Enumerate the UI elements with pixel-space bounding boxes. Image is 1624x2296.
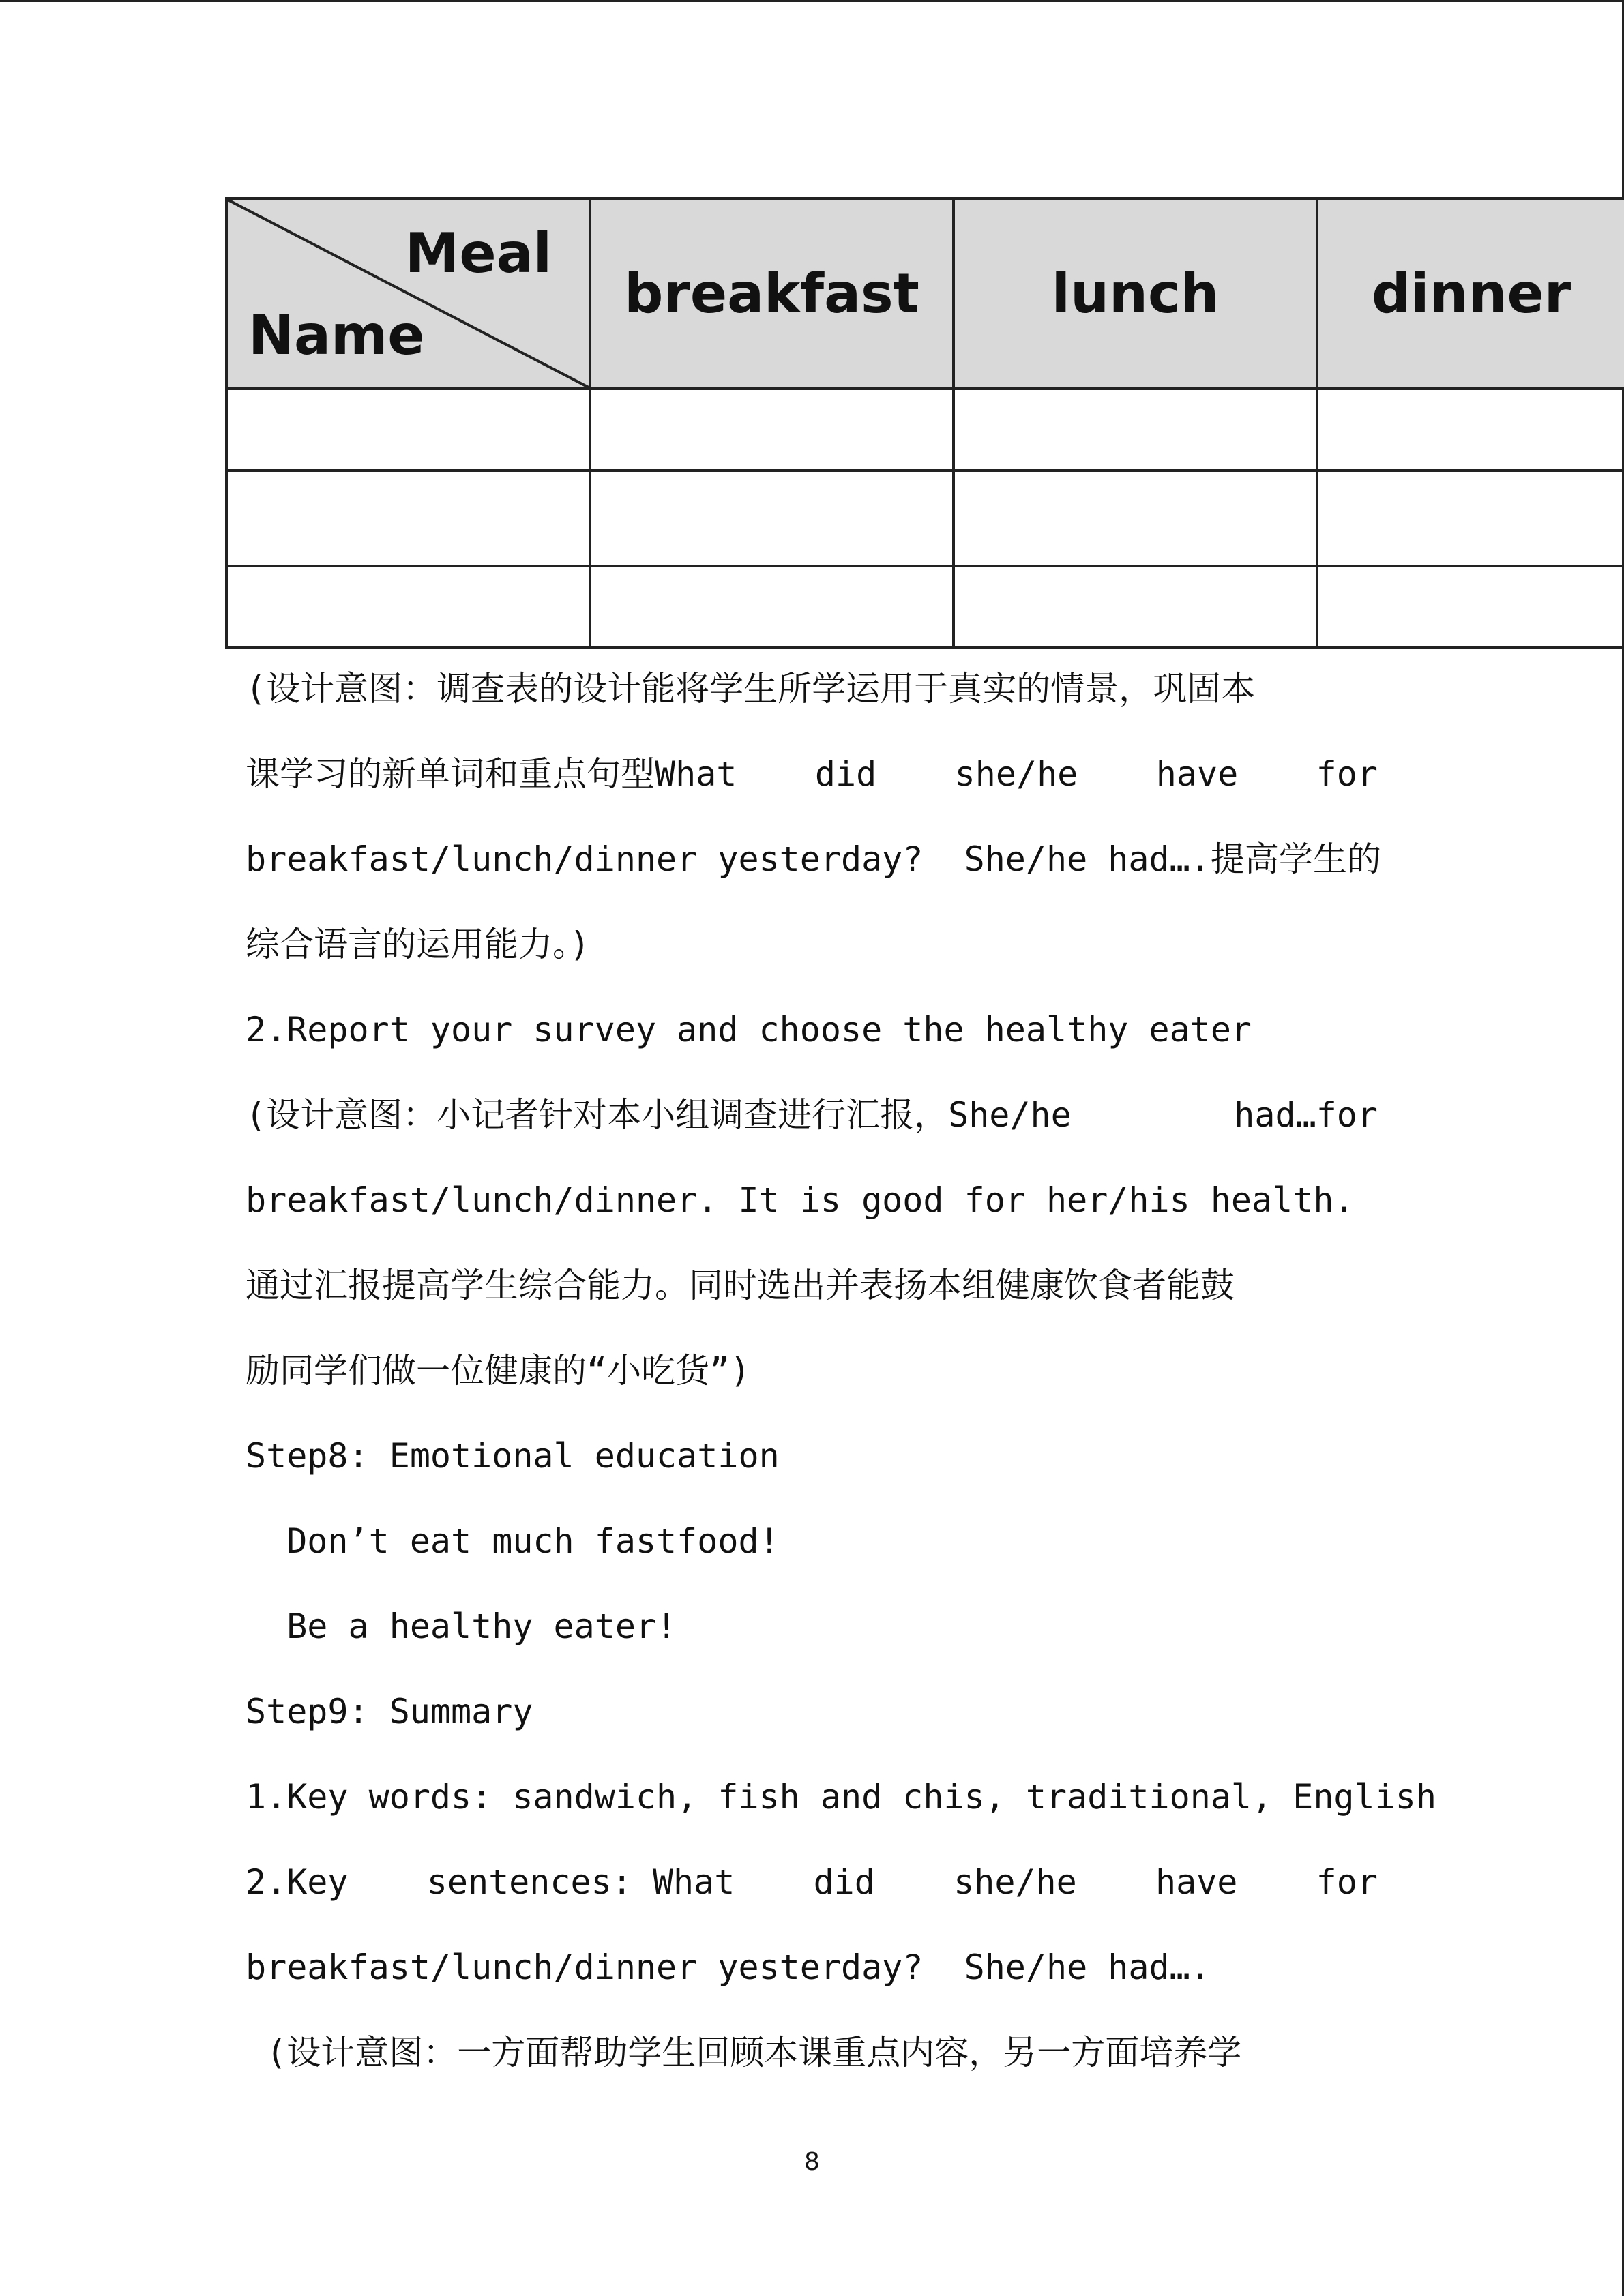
text-segment: (设计意图：小记者针对本小组调查进行汇报，She/he	[246, 1095, 1072, 1135]
design-intent-line-1: (设计意图：调查表的设计能将学生所学运用于真实的情景，巩固本	[246, 669, 1256, 709]
table-cell[interactable]	[226, 566, 590, 648]
meal-survey-table	[225, 197, 1624, 649]
page-top-border	[0, 0, 1624, 2]
corner-name-label: Name	[248, 303, 425, 367]
column-header-lunch: lunch	[954, 198, 1317, 389]
key-sentences-line-2: breakfast/lunch/dinner yesterday? She/he had….	[246, 1948, 1211, 1987]
text-segment: did	[814, 754, 877, 794]
page-number: 8	[804, 2148, 820, 2176]
key-sentences-line	[246, 1862, 1378, 1903]
text-segment: have	[1155, 1862, 1238, 1902]
table-cell[interactable]	[590, 471, 954, 566]
table-cell[interactable]	[590, 566, 954, 648]
step9-heading: Step9: Summary	[246, 1692, 533, 1731]
design-intent-line-9: (设计意图：一方面帮助学生回顾本课重点内容，另一方面培养学	[246, 2033, 1242, 2072]
table-header-row	[226, 198, 1624, 389]
text-segment: for	[1316, 1862, 1378, 1902]
text-segment: 2.Key	[246, 1862, 349, 1902]
emotional-line-1: Don’t eat much fastfood!	[246, 1521, 780, 1561]
text-segment: she/he	[954, 754, 1078, 794]
design-intent-line-5	[246, 1094, 1378, 1135]
emotional-line-2: Be a healthy eater!	[246, 1607, 677, 1646]
design-intent-line-8: 励同学们做一位健康的“小吃货”)	[246, 1351, 751, 1390]
text-segment: have	[1155, 754, 1239, 794]
table-cell[interactable]	[954, 471, 1317, 566]
column-header-breakfast: breakfast	[590, 198, 954, 389]
column-header-dinner: dinner	[1317, 198, 1624, 389]
table-cell[interactable]	[1317, 566, 1624, 648]
text-segment: sentences: What	[426, 1862, 735, 1902]
table-cell[interactable]	[590, 389, 954, 471]
table-row	[226, 566, 1624, 648]
text-segment: for	[1316, 754, 1378, 794]
text-segment: she/he	[954, 1862, 1077, 1902]
text-segment: 课学习的新单词和重点句型What	[246, 754, 737, 794]
corner-meal-label: Meal	[404, 222, 552, 285]
table-cell[interactable]	[226, 389, 590, 471]
design-intent-line-7: 通过汇报提高学生综合能力。同时选出并表扬本组健康饮食者能鼓	[246, 1266, 1235, 1305]
report-survey-heading: 2.Report your survey and choose the healthy eater	[246, 1010, 1252, 1049]
table-cell[interactable]	[954, 389, 1317, 471]
design-intent-line-6: breakfast/lunch/dinner. It is good for her/his health.	[246, 1180, 1355, 1220]
step8-heading: Step8: Emotional education	[246, 1436, 780, 1476]
design-intent-line-4: 综合语言的运用能力。)	[246, 925, 591, 964]
design-intent-line-2	[246, 754, 1378, 794]
key-words-line: 1.Key words: sandwich, fish and chis, traditional, English	[246, 1777, 1436, 1817]
design-intent-line-3: breakfast/lunch/dinner yesterday? She/he had….提高学生的	[246, 839, 1381, 879]
text-segment: had…for	[1234, 1095, 1378, 1135]
table-cell[interactable]	[1317, 471, 1624, 566]
table-cell[interactable]	[954, 566, 1317, 648]
text-segment: did	[813, 1862, 875, 1902]
table-row	[226, 471, 1624, 566]
table-corner-cell	[226, 198, 590, 389]
table-cell[interactable]	[1317, 389, 1624, 471]
table-row	[226, 389, 1624, 471]
table-cell[interactable]	[226, 471, 590, 566]
